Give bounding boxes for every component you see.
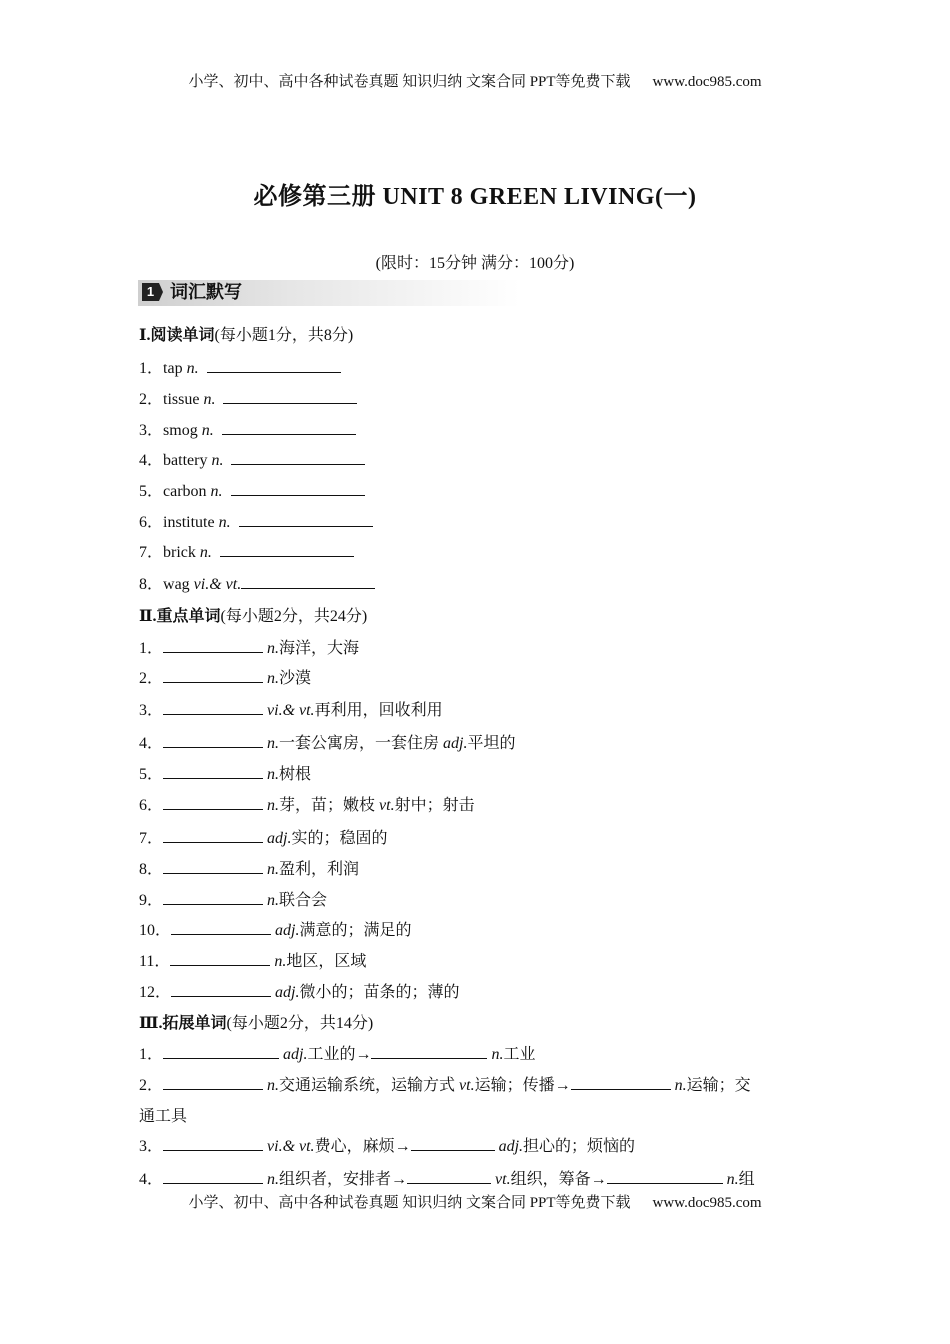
answer-blank[interactable]	[163, 733, 263, 748]
answer-blank[interactable]	[163, 638, 263, 653]
page-header	[0, 70, 950, 91]
page-footer	[0, 1191, 950, 1212]
header-site: www.doc985.com	[652, 74, 762, 90]
key-item: 5． n.树根	[139, 766, 312, 783]
answer-blank[interactable]	[170, 951, 270, 966]
answer-blank[interactable]	[207, 358, 341, 373]
answer-blank[interactable]	[163, 859, 263, 874]
answer-blank[interactable]	[411, 1136, 495, 1151]
answer-blank[interactable]	[163, 764, 263, 779]
reading-item: 3．smog n.	[139, 417, 356, 440]
answer-blank[interactable]	[231, 450, 365, 465]
answer-blank[interactable]	[222, 420, 356, 435]
reading-item: 1．tap n.	[139, 355, 341, 378]
answer-blank[interactable]	[241, 574, 375, 589]
answer-blank[interactable]	[231, 481, 365, 496]
reading-item: 6．institute n.	[139, 509, 373, 532]
section-note: (每小题2分，共24分)	[220, 608, 368, 625]
ext-item: 1． adj.工业的→ n.工业	[139, 1046, 536, 1063]
key-item: 10． adj.满意的；满足的	[139, 922, 412, 939]
answer-blank[interactable]	[163, 668, 263, 683]
ext-item-continuation: 通工具	[139, 1108, 188, 1125]
answer-blank[interactable]	[223, 389, 357, 404]
key-item: 1． n.海洋，大海	[139, 640, 360, 657]
key-item: 11． n.地区，区域	[139, 953, 367, 970]
section-extended-words	[139, 1010, 373, 1033]
section-title: Ⅱ.重点单词	[139, 608, 221, 625]
section-title: Ⅰ.阅读单词	[139, 327, 215, 344]
answer-blank[interactable]	[163, 1136, 263, 1151]
reading-item: 8．wag vi.& vt.	[139, 571, 375, 594]
answer-blank[interactable]	[239, 512, 373, 527]
reading-item: 2．tissue n.	[139, 386, 357, 409]
reading-item: 5．carbon n.	[139, 478, 365, 501]
answer-blank[interactable]	[163, 1044, 279, 1059]
answer-blank[interactable]	[163, 1075, 263, 1090]
reading-item: 7．brick n.	[139, 539, 354, 562]
answer-blank[interactable]	[163, 890, 263, 905]
section-note: (每小题1分，共8分)	[214, 327, 354, 344]
key-item: 7． adj.实的；稳固的	[139, 830, 388, 847]
key-item: 4． n.一套公寓房，一套住房 adj.平坦的	[139, 735, 516, 752]
ext-item: 4． n.组织者，安排者→ vt.组织，筹备→ n.组	[139, 1171, 755, 1188]
answer-blank[interactable]	[407, 1169, 491, 1184]
answer-blank[interactable]	[607, 1169, 723, 1184]
answer-blank[interactable]	[171, 920, 271, 935]
answer-blank[interactable]	[163, 700, 263, 715]
answer-blank[interactable]	[171, 982, 271, 997]
section-banner	[138, 280, 520, 306]
answer-blank[interactable]	[571, 1075, 671, 1090]
answer-blank[interactable]	[371, 1044, 487, 1059]
time-limit: (限时：15分钟 满分：100分)	[375, 255, 575, 272]
section-note: (每小题2分，共14分)	[226, 1015, 374, 1032]
key-item: 3． vi.& vt.再利用，回收利用	[139, 702, 443, 719]
banner-number: 1	[142, 283, 159, 301]
banner-label: 词汇默写	[170, 282, 242, 303]
answer-blank[interactable]	[163, 1169, 263, 1184]
section-reading-words	[139, 322, 353, 345]
ext-item: 2． n.交通运输系统，运输方式 vt.运输；传播→ n.运输；交	[139, 1077, 751, 1094]
section-title: Ⅲ.拓展单词	[139, 1015, 227, 1032]
header-text: 小学、初中、高中各种试卷真题 知识归纳 文案合同 PPT等免费下载	[188, 74, 631, 90]
reading-item: 4．battery n.	[139, 447, 365, 470]
key-item: 12． adj.微小的；苗条的；薄的	[139, 984, 460, 1001]
key-item: 2． n.沙漠	[139, 670, 312, 687]
ext-item: 3． vi.& vt.费心，麻烦→ adj.担心的；烦恼的	[139, 1138, 636, 1155]
key-item: 9． n.联合会	[139, 892, 328, 909]
page-title: 必修第三册 UNIT 8 GREEN LIVING(一)	[253, 184, 697, 210]
answer-blank[interactable]	[163, 795, 263, 810]
footer-text: 小学、初中、高中各种试卷真题 知识归纳 文案合同 PPT等免费下载	[188, 1195, 631, 1211]
section-key-words	[139, 603, 367, 626]
footer-site: www.doc985.com	[652, 1195, 762, 1211]
key-item: 6． n.芽，苗；嫩枝 vt.射中；射击	[139, 797, 475, 814]
answer-blank[interactable]	[220, 542, 354, 557]
answer-blank[interactable]	[163, 828, 263, 843]
key-item: 8． n.盈利，利润	[139, 861, 360, 878]
